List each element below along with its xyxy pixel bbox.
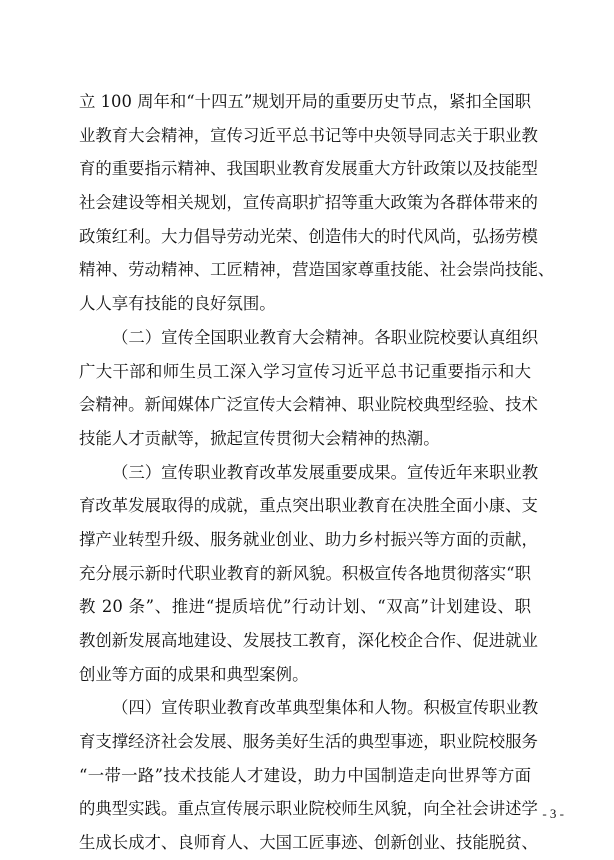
text-line: 人人享有技能的良好氛围。 bbox=[79, 294, 276, 314]
section-heading-line: （三）宣传职业教育改革发展重要成果。宣传近年来职业教 bbox=[112, 462, 539, 482]
text-line: 技能人才贡献等，掀起宣传贯彻大会精神的热潮。 bbox=[79, 428, 440, 448]
text-line: 生成长成才、良师育人、大国工匠事迹、创新创业、技能脱贫、 bbox=[79, 833, 538, 853]
text-line: “一带一路”技术技能人才建设，助力中国制造走向世界等方面 bbox=[79, 765, 531, 785]
text-line: 政策红利。大力倡导劳动光荣、创造伟大的时代风尚，弘扬劳模 bbox=[79, 226, 538, 246]
text-line: 社会建设等相关规划，宣传高职扩招等重大政策为各群体带来的 bbox=[79, 193, 538, 213]
text-line: 立 100 周年和“十四五”规划开局的重要历史节点，紧扣全国职 bbox=[79, 92, 531, 111]
section-heading-line: （二）宣传全国职业教育大会精神。各职业院校要认真组织 bbox=[112, 327, 539, 347]
text-line: 精神、劳动精神、工匠精神，营造国家尊重技能、社会崇尚技能、 bbox=[79, 260, 555, 280]
text-line: 撑产业转型升级、服务就业创业、助力乡村振兴等方面的贡献， bbox=[79, 529, 538, 549]
text-line: 会精神。新闻媒体广泛宣传大会精神、职业院校典型经验、技术 bbox=[79, 395, 538, 415]
text-line: 的典型实践。重点宣传展示职业院校师生风貌，向全社会讲述学 bbox=[79, 799, 538, 819]
text-line: 广大干部和师生员工深入学习宣传习近平总书记重要指示和大 bbox=[79, 361, 531, 381]
text-line: 育的重要指示精神、我国职业教育发展重大方针政策以及技能型 bbox=[79, 159, 538, 179]
text-line: 创业等方面的成果和典型案例。 bbox=[79, 664, 309, 684]
text-line: 教创新发展高地建设、发展技工教育，深化校企合作、促进就业 bbox=[79, 631, 538, 650]
text-line: 业教育大会精神，宣传习近平总书记等中央领导同志关于职业教 bbox=[79, 125, 538, 145]
page-number: - 3 - bbox=[542, 806, 564, 821]
text-line: 充分展示新时代职业教育的新风貌。积极宣传各地贯彻落实“职 bbox=[79, 563, 531, 583]
text-line: 育支撑经济社会发展、服务美好生活的典型事迹，职业院校服务 bbox=[79, 732, 538, 752]
section-heading-line: （四）宣传职业教育改革典型集体和人物。积极宣传职业教 bbox=[112, 698, 539, 718]
text-line: 育改革发展取得的成就，重点突出职业教育在决胜全面小康、支 bbox=[79, 496, 538, 516]
body-text bbox=[79, 85, 555, 860]
text-line: 教 20 条”、推进“提质培优”行动计划、“双高”计划建设、职 bbox=[79, 597, 531, 617]
